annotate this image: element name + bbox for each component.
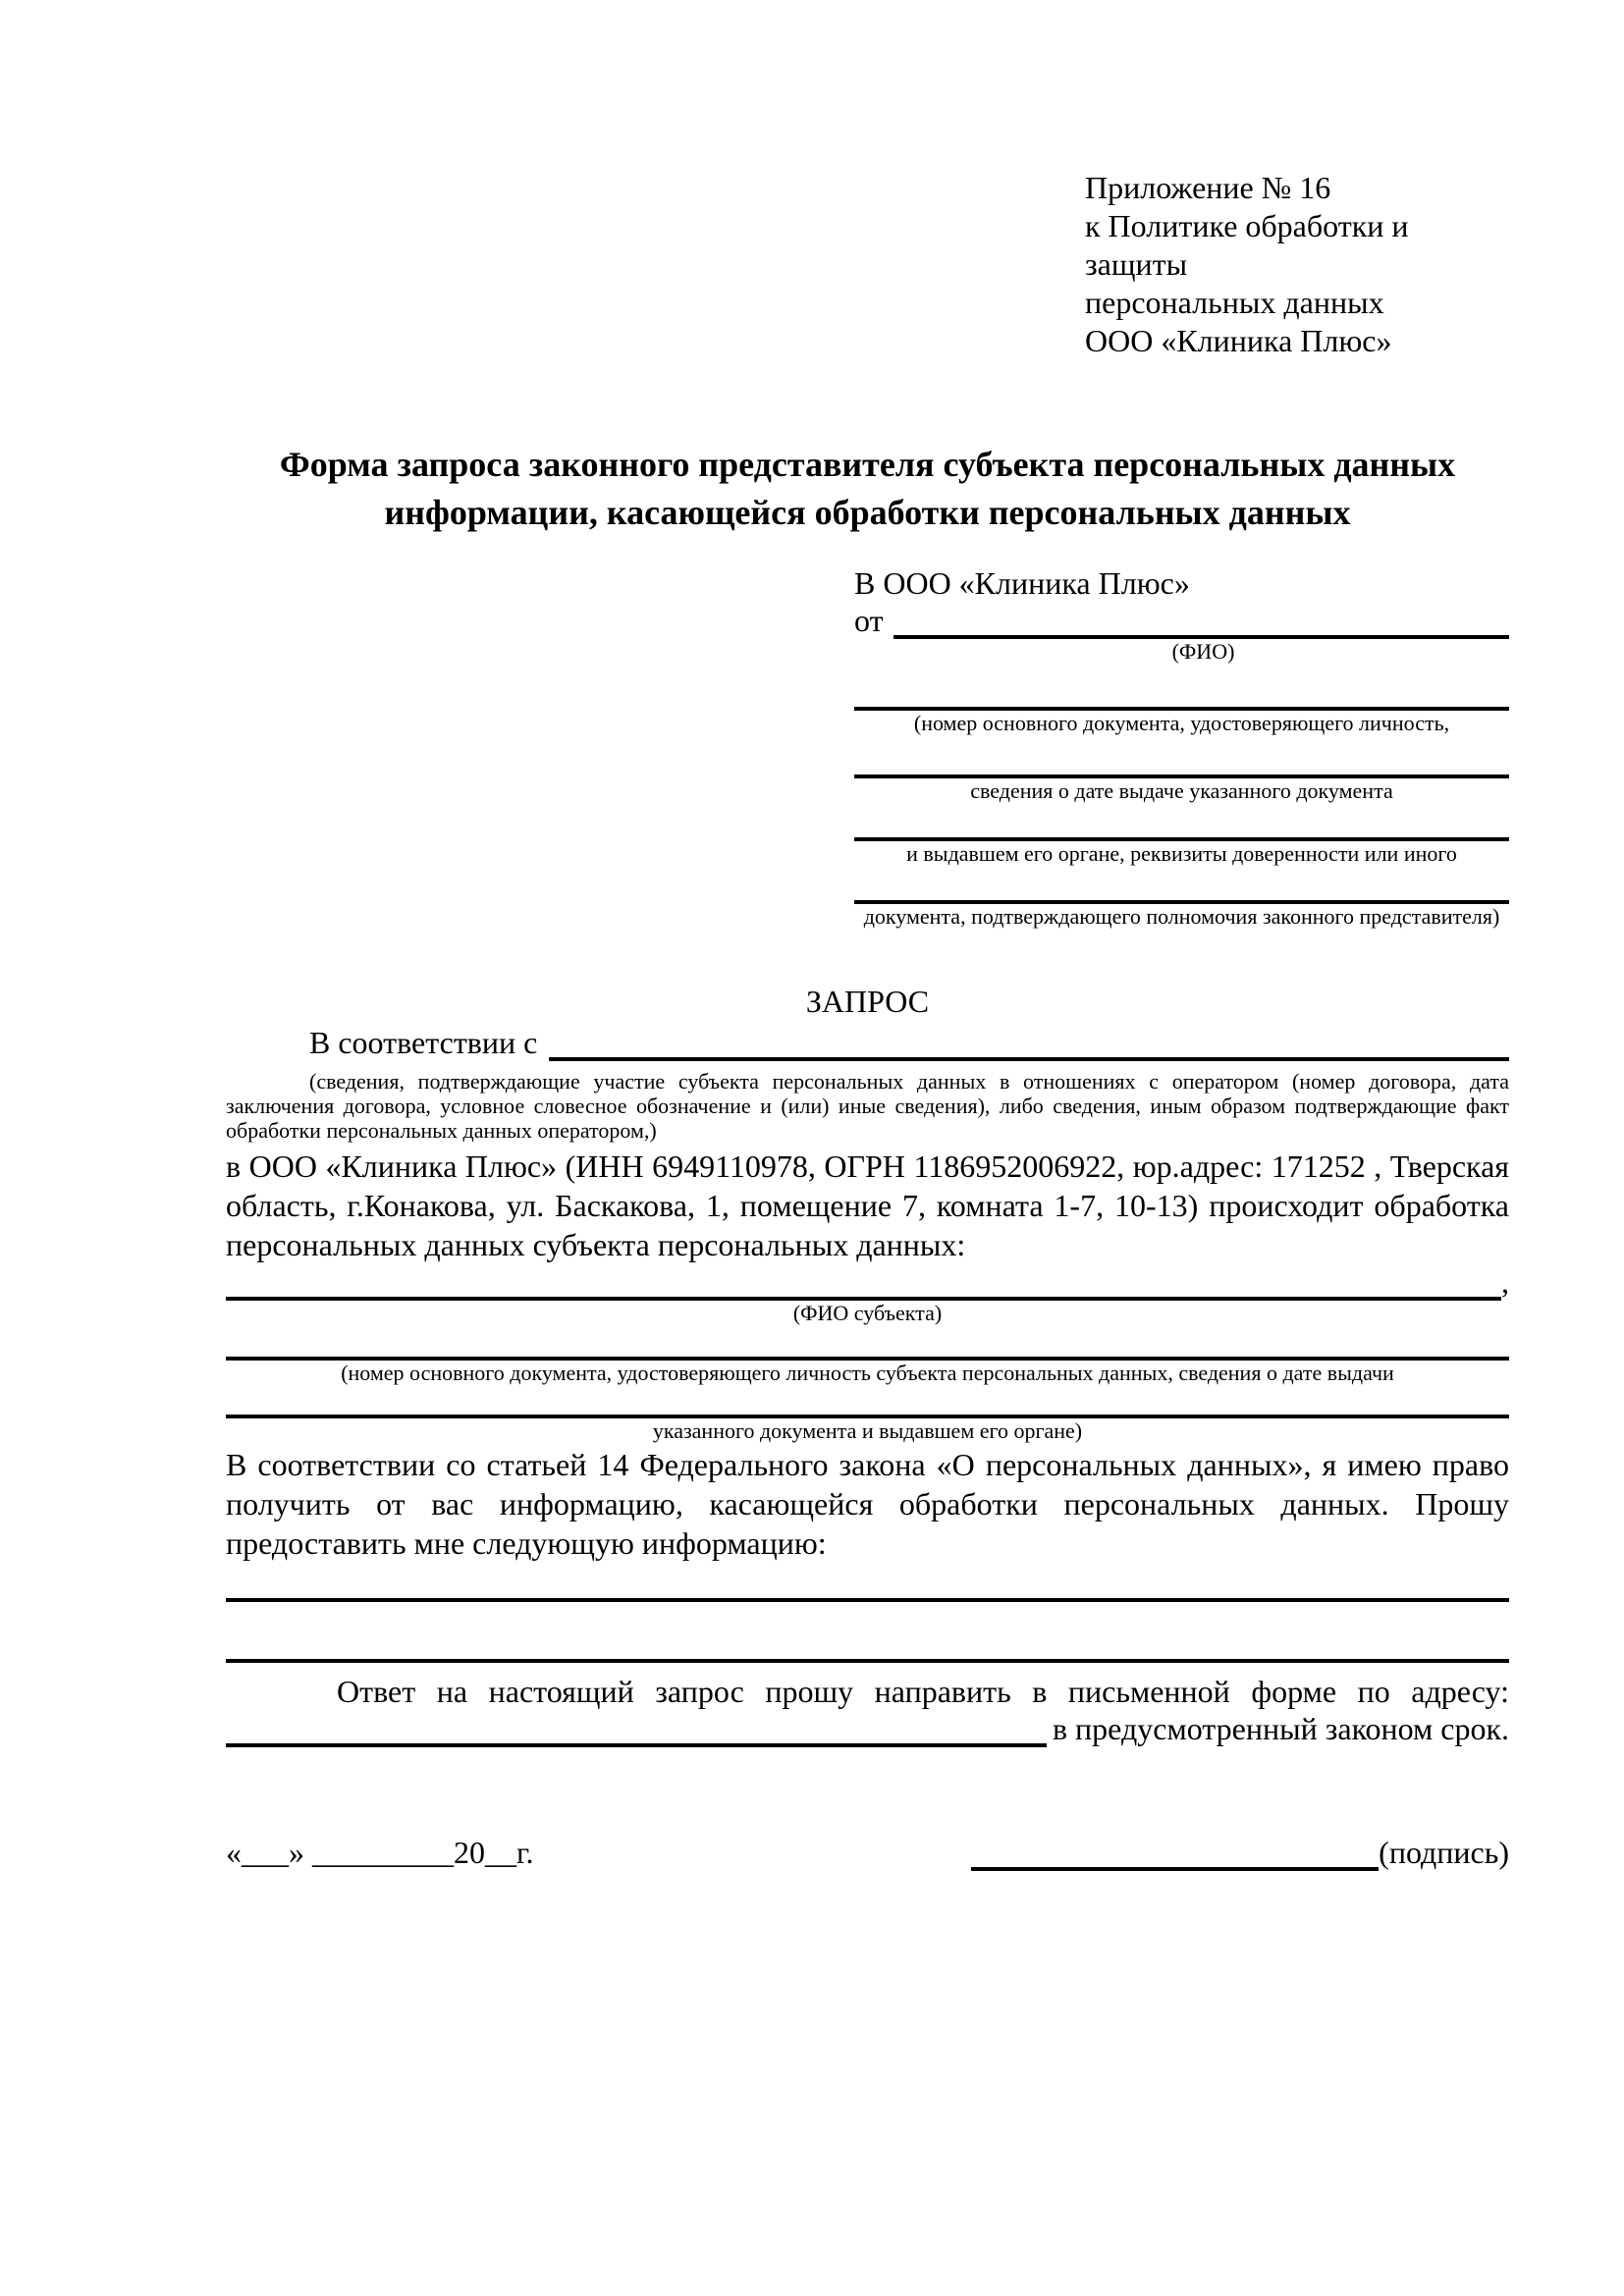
law-paragraph: В соответствии со статьей 14 Федерального закона «О персональных данных», я имею право получить от вас информацию, касающейся обработки персональных данных. Прошу предоставить мне следующую информацию: [226, 1447, 1509, 1561]
request-heading: ЗАПРОС [805, 984, 930, 1019]
representative-doc-blank-field [854, 745, 1509, 778]
appendix-block [1085, 169, 1509, 360]
subject-doc-caption-line1: (номер основного документа, удостоверяющего личность субъекта персональных данных, сведения о дате выдачи [341, 1361, 1394, 1385]
appendix-line: к Политике обработки и защиты [1085, 208, 1409, 282]
appendix-line: персональных данных [1085, 285, 1384, 320]
appendix-line: ООО «Клиника Плюс» [1085, 323, 1392, 358]
subject-fio-blank-field [226, 1273, 1501, 1301]
subject-doc-blank-field [226, 1329, 1509, 1361]
signature-row [226, 1834, 1509, 1871]
subject-fio-row [226, 1264, 1509, 1301]
answer-row [226, 1710, 1509, 1747]
accordance-caption: (сведения, подтверждающие участие субъекта персональных данных в отношениях с оператором (номер договора, дата заключения договора, условное словесное обозначение и (или) иные сведения), либо сведения, иным образом подтверждающие факт обработки персональных данных оператором,) [226, 1069, 1509, 1143]
requested-info-blank-field [226, 1575, 1509, 1602]
from-label: от [854, 603, 884, 638]
appendix-line: Приложение № 16 [1085, 170, 1331, 205]
date-blank-field: «___» _________20__г. [226, 1835, 534, 1870]
representative-doc-blank-field [854, 671, 1509, 711]
subject-fio-comma: , [1501, 1264, 1509, 1300]
fio-caption: (ФИО) [1171, 639, 1235, 664]
form-title-line2: информации, касающейся обработки персональных данных [384, 493, 1351, 532]
subject-doc-blank-field [226, 1387, 1509, 1418]
accordance-blank-field [549, 1024, 1509, 1061]
representative-doc-blank-field [854, 808, 1509, 841]
from-blank-field [893, 602, 1509, 639]
subject-fio-caption: (ФИО субъекта) [792, 1301, 943, 1325]
blank-caption: и выдавшем его органе, реквизиты доверенности или иного [906, 841, 1457, 866]
blank-caption: сведения о дате выдаче указанного документа [970, 778, 1393, 803]
operator-paragraph: в ООО «Клиника Плюс» (ИНН 6949110978, ОГРН 1186952006922, юр.адрес: 171252 , Тверская область, г.Конакова, ул. Баскакова, 1, помещение 7, комната 1-7, 10-13) происходит обработка персональных данных субъекта персональных данных: [226, 1148, 1509, 1262]
blank-caption: (номер основного документа, удостоверяющего личность, [913, 711, 1450, 735]
requested-info-blank-field [226, 1631, 1509, 1663]
from-row [854, 602, 1509, 639]
answer-deadline-text: в предусмотренный законом срок. [1052, 1711, 1509, 1746]
address-blank-field [226, 1714, 1047, 1747]
form-title [226, 441, 1509, 537]
signature-group [971, 1834, 1509, 1871]
addressee-to: В ООО «Клиника Плюс» [854, 565, 1190, 601]
answer-paragraph-line1: Ответ на настоящий запрос прошу направить в письменной форме по адресу: [337, 1674, 1509, 1709]
representative-doc-blank-field [854, 871, 1509, 904]
subject-doc-caption-line2: указанного документа и выдавшем его органе) [652, 1418, 1083, 1443]
signature-blank-field [971, 1838, 1379, 1871]
signature-caption: (подпись) [1379, 1835, 1509, 1870]
blank-caption: документа, подтверждающего полномочия законного представителя) [863, 904, 1500, 929]
accordance-row [226, 1024, 1509, 1061]
addressee-block [854, 564, 1509, 929]
accordance-label: В соответствии с [309, 1025, 538, 1060]
form-title-line1: Форма запроса законного представителя субъекта персональных данных [279, 445, 1456, 484]
